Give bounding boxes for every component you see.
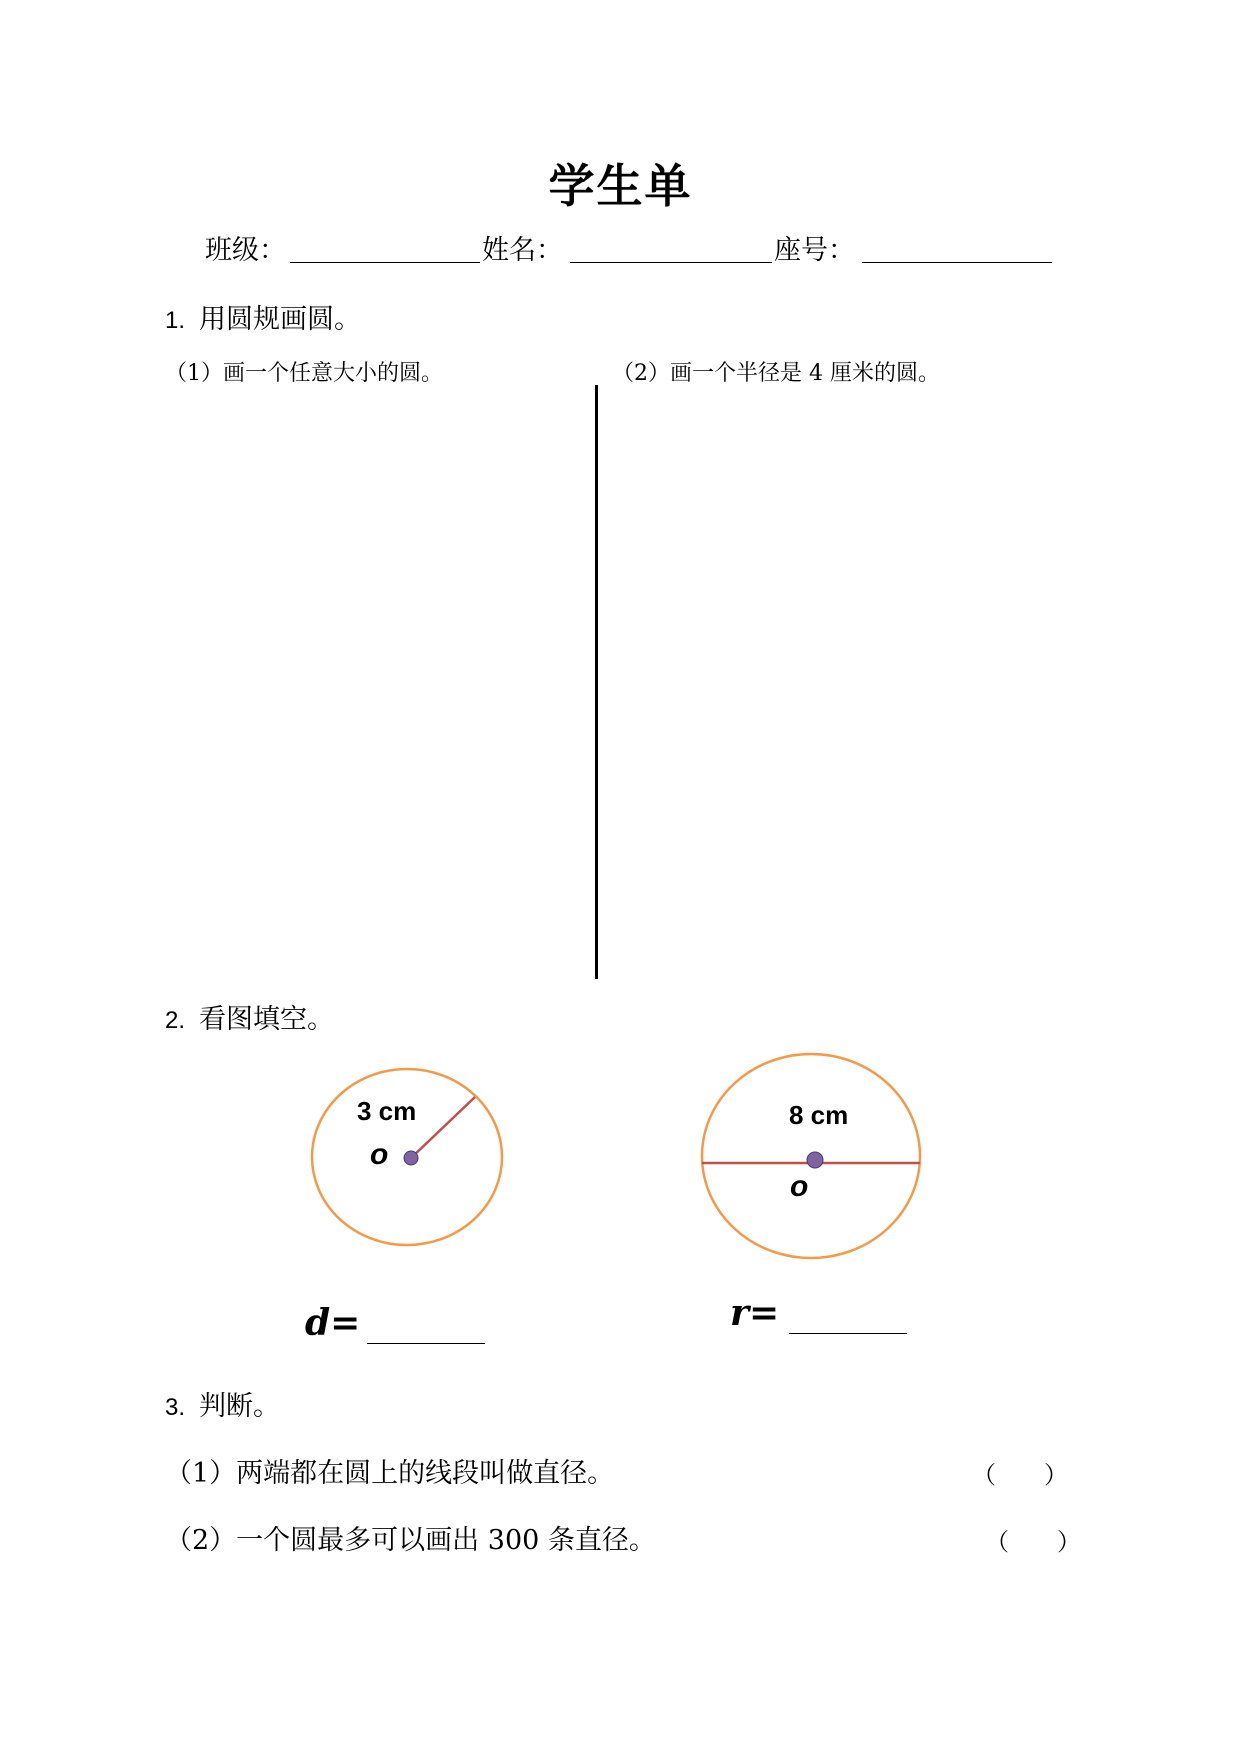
radius-segment bbox=[411, 1097, 475, 1158]
circle-figure-2 bbox=[690, 1052, 930, 1272]
question-1-heading bbox=[165, 297, 361, 336]
center-dot bbox=[807, 1152, 823, 1168]
seat-label: 座号： bbox=[774, 235, 855, 266]
question-1-number: 1. bbox=[165, 307, 186, 334]
vertical-divider bbox=[595, 385, 598, 979]
answer-label-d: d= bbox=[305, 1302, 361, 1344]
page-title: 学生单 bbox=[548, 159, 693, 213]
radius-label: 3 cm bbox=[357, 1096, 417, 1126]
question-2-number: 2. bbox=[165, 1007, 186, 1034]
question-1-part-1: （1）画一个任意大小的圆。 bbox=[165, 361, 443, 386]
name-blank[interactable] bbox=[570, 262, 772, 263]
answer-parentheses-1[interactable]: （ ） bbox=[972, 1461, 1068, 1489]
answer-blank-r[interactable] bbox=[789, 1333, 907, 1334]
judgement-item-2: （2）一个圆最多可以画出 300 条直径。 bbox=[165, 1525, 656, 1556]
judgement-item-1: （1）两端都在圆上的线段叫做直径。 bbox=[165, 1458, 615, 1489]
question-2-prompt: 看图填空。 bbox=[199, 1004, 335, 1035]
question-1-part-2: （2）画一个半径是 4 厘米的圆。 bbox=[612, 361, 940, 386]
diameter-label: 8 cm bbox=[789, 1100, 849, 1130]
drawing-area-1[interactable] bbox=[165, 395, 580, 975]
class-label: 班级： bbox=[205, 235, 286, 266]
circle-figure-1 bbox=[300, 1060, 520, 1260]
center-label: o bbox=[790, 1170, 809, 1203]
name-label: 姓名： bbox=[482, 235, 563, 266]
class-blank[interactable] bbox=[290, 262, 480, 263]
answer-parentheses-2[interactable]: （ ） bbox=[985, 1528, 1081, 1556]
question-1-prompt: 用圆规画圆。 bbox=[199, 304, 362, 335]
question-3-number: 3. bbox=[165, 1394, 186, 1421]
center-dot bbox=[404, 1151, 418, 1165]
question-3-prompt: 判断。 bbox=[199, 1391, 281, 1422]
answer-label-r: r= bbox=[730, 1292, 780, 1334]
seat-blank[interactable] bbox=[862, 262, 1052, 263]
question-2-heading bbox=[165, 997, 334, 1036]
answer-blank-d[interactable] bbox=[367, 1343, 485, 1344]
question-3-heading bbox=[165, 1384, 280, 1423]
center-label: o bbox=[370, 1138, 389, 1171]
drawing-area-2[interactable] bbox=[612, 395, 1082, 975]
